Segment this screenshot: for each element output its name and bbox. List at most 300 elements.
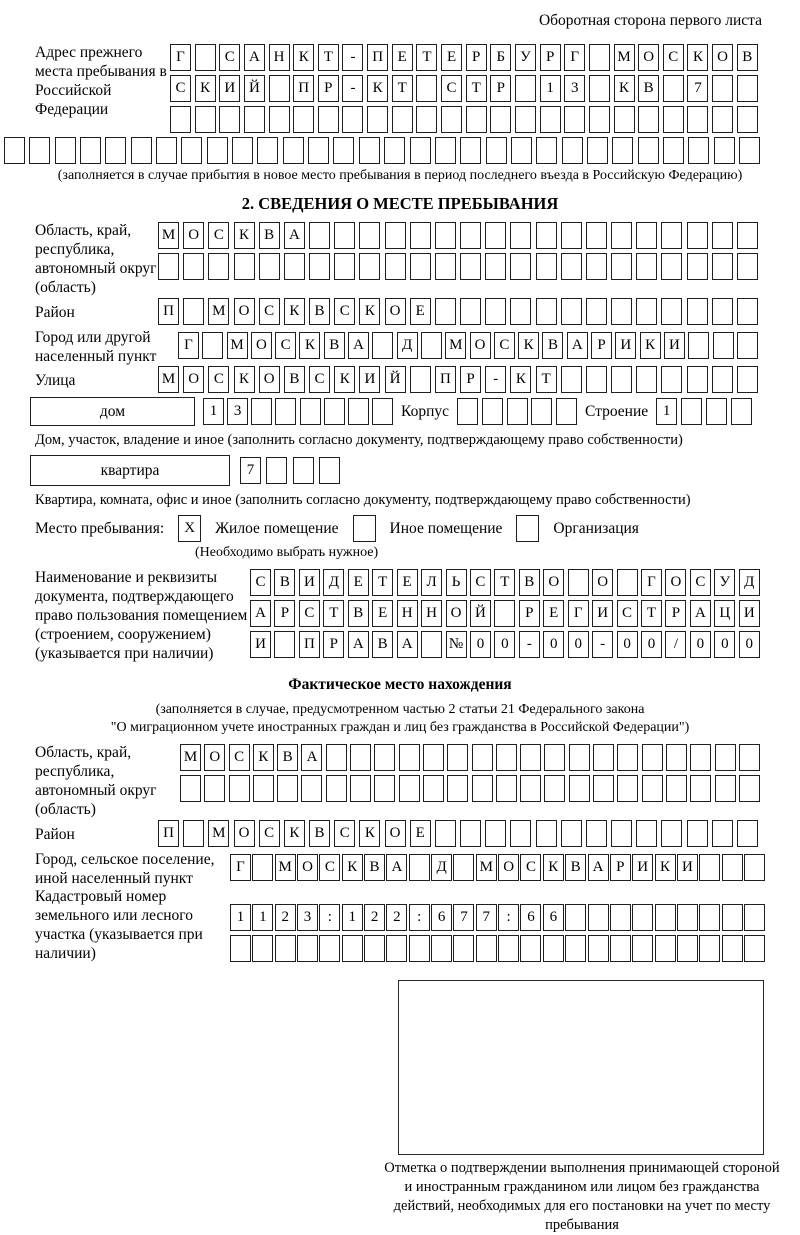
char-cell[interactable]: [333, 137, 354, 164]
char-cell[interactable]: К: [510, 366, 531, 393]
char-cell[interactable]: Е: [348, 569, 369, 596]
char-cell[interactable]: 2: [364, 904, 385, 931]
char-cell[interactable]: [666, 775, 687, 802]
char-cell[interactable]: В: [309, 298, 330, 325]
char-cell[interactable]: О: [498, 854, 519, 881]
char-cell[interactable]: [737, 366, 758, 393]
char-cell[interactable]: [372, 398, 393, 425]
char-cell[interactable]: [269, 106, 290, 133]
char-cell[interactable]: [617, 569, 638, 596]
char-cell[interactable]: А: [690, 600, 711, 627]
char-cell[interactable]: [712, 366, 733, 393]
char-cell[interactable]: Е: [392, 44, 413, 71]
char-cell[interactable]: И: [677, 854, 698, 881]
char-cell[interactable]: А: [250, 600, 271, 627]
char-cell[interactable]: А: [301, 744, 322, 771]
char-cell[interactable]: Р: [540, 44, 561, 71]
char-cell[interactable]: [259, 253, 280, 280]
char-cell[interactable]: С: [208, 222, 229, 249]
char-cell[interactable]: [744, 854, 765, 881]
checkbox-residential[interactable]: X: [178, 515, 201, 542]
char-cell[interactable]: [712, 75, 733, 102]
char-cell[interactable]: Р: [466, 44, 487, 71]
char-cell[interactable]: [219, 106, 240, 133]
char-cell[interactable]: [636, 222, 657, 249]
char-cell[interactable]: Р: [460, 366, 481, 393]
char-cell[interactable]: Г: [568, 600, 589, 627]
char-cell[interactable]: 1: [656, 398, 677, 425]
char-cell[interactable]: [610, 904, 631, 931]
char-cell[interactable]: Н: [269, 44, 290, 71]
char-cell[interactable]: [293, 106, 314, 133]
char-cell[interactable]: Г: [178, 332, 199, 359]
char-cell[interactable]: [4, 137, 25, 164]
char-cell[interactable]: О: [638, 44, 659, 71]
char-cell[interactable]: 2: [386, 904, 407, 931]
char-cell[interactable]: [712, 106, 733, 133]
char-cell[interactable]: [410, 222, 431, 249]
char-cell[interactable]: [636, 298, 657, 325]
char-cell[interactable]: /: [665, 631, 686, 658]
char-cell[interactable]: [520, 775, 541, 802]
char-cell[interactable]: 0: [714, 631, 735, 658]
char-cell[interactable]: П: [367, 44, 388, 71]
char-cell[interactable]: [308, 137, 329, 164]
char-cell[interactable]: С: [229, 744, 250, 771]
char-cell[interactable]: [712, 222, 733, 249]
char-cell[interactable]: [636, 366, 657, 393]
char-cell[interactable]: [536, 253, 557, 280]
char-cell[interactable]: В: [372, 631, 393, 658]
char-cell[interactable]: [722, 935, 743, 962]
char-cell[interactable]: [334, 222, 355, 249]
char-cell[interactable]: [586, 298, 607, 325]
char-cell[interactable]: [348, 398, 369, 425]
char-cell[interactable]: [556, 398, 577, 425]
char-cell[interactable]: [80, 137, 101, 164]
char-cell[interactable]: К: [543, 854, 564, 881]
char-cell[interactable]: [722, 904, 743, 931]
char-cell[interactable]: [568, 569, 589, 596]
char-cell[interactable]: [202, 332, 223, 359]
char-cell[interactable]: 1: [540, 75, 561, 102]
char-cell[interactable]: К: [640, 332, 661, 359]
char-cell[interactable]: 3: [564, 75, 585, 102]
char-cell[interactable]: 1: [203, 398, 224, 425]
char-cell[interactable]: А: [244, 44, 265, 71]
char-cell[interactable]: [435, 253, 456, 280]
char-cell[interactable]: [170, 106, 191, 133]
char-cell[interactable]: [565, 935, 586, 962]
char-cell[interactable]: Р: [591, 332, 612, 359]
char-cell[interactable]: В: [364, 854, 385, 881]
char-cell[interactable]: К: [234, 366, 255, 393]
char-cell[interactable]: Т: [466, 75, 487, 102]
char-cell[interactable]: К: [359, 820, 380, 847]
char-cell[interactable]: [731, 398, 752, 425]
char-cell[interactable]: [589, 44, 610, 71]
char-cell[interactable]: [447, 775, 468, 802]
char-cell[interactable]: [722, 854, 743, 881]
char-cell[interactable]: [536, 137, 557, 164]
char-cell[interactable]: [372, 332, 393, 359]
char-cell[interactable]: [611, 253, 632, 280]
char-cell[interactable]: С: [299, 600, 320, 627]
char-cell[interactable]: Е: [372, 600, 393, 627]
char-cell[interactable]: [472, 775, 493, 802]
char-cell[interactable]: [544, 775, 565, 802]
char-cell[interactable]: :: [319, 904, 340, 931]
char-cell[interactable]: [158, 253, 179, 280]
char-cell[interactable]: П: [158, 820, 179, 847]
char-cell[interactable]: И: [219, 75, 240, 102]
char-cell[interactable]: У: [515, 44, 536, 71]
char-cell[interactable]: [350, 744, 371, 771]
char-cell[interactable]: [632, 904, 653, 931]
char-cell[interactable]: 6: [543, 904, 564, 931]
char-cell[interactable]: [257, 137, 278, 164]
char-cell[interactable]: [181, 137, 202, 164]
char-cell[interactable]: А: [284, 222, 305, 249]
char-cell[interactable]: [520, 935, 541, 962]
char-cell[interactable]: О: [712, 44, 733, 71]
char-cell[interactable]: О: [234, 298, 255, 325]
char-cell[interactable]: С: [690, 569, 711, 596]
char-cell[interactable]: [131, 137, 152, 164]
char-cell[interactable]: [494, 600, 515, 627]
char-cell[interactable]: О: [183, 366, 204, 393]
char-cell[interactable]: У: [714, 569, 735, 596]
char-cell[interactable]: [399, 775, 420, 802]
char-cell[interactable]: [611, 366, 632, 393]
char-cell[interactable]: К: [655, 854, 676, 881]
char-cell[interactable]: [230, 935, 251, 962]
char-cell[interactable]: [269, 75, 290, 102]
char-cell[interactable]: [588, 904, 609, 931]
char-cell[interactable]: [431, 935, 452, 962]
char-cell[interactable]: [611, 820, 632, 847]
char-cell[interactable]: [460, 820, 481, 847]
char-cell[interactable]: [688, 137, 709, 164]
char-cell[interactable]: №: [446, 631, 467, 658]
char-cell[interactable]: С: [275, 332, 296, 359]
char-cell[interactable]: А: [567, 332, 588, 359]
char-cell[interactable]: [252, 854, 273, 881]
char-cell[interactable]: К: [342, 854, 363, 881]
char-cell[interactable]: Т: [494, 569, 515, 596]
char-cell[interactable]: [416, 106, 437, 133]
char-cell[interactable]: 7: [453, 904, 474, 931]
char-cell[interactable]: [661, 222, 682, 249]
char-cell[interactable]: Д: [431, 854, 452, 881]
char-cell[interactable]: [737, 253, 758, 280]
char-cell[interactable]: [561, 366, 582, 393]
char-cell[interactable]: К: [253, 744, 274, 771]
char-cell[interactable]: [441, 106, 462, 133]
char-cell[interactable]: [460, 253, 481, 280]
char-cell[interactable]: :: [498, 904, 519, 931]
char-cell[interactable]: [593, 744, 614, 771]
char-cell[interactable]: [677, 904, 698, 931]
char-cell[interactable]: [511, 137, 532, 164]
char-cell[interactable]: [359, 253, 380, 280]
char-cell[interactable]: [342, 935, 363, 962]
char-cell[interactable]: [195, 44, 216, 71]
char-cell[interactable]: [421, 631, 442, 658]
char-cell[interactable]: В: [542, 332, 563, 359]
char-cell[interactable]: М: [180, 744, 201, 771]
char-cell[interactable]: [232, 137, 253, 164]
char-cell[interactable]: [156, 137, 177, 164]
char-cell[interactable]: [536, 820, 557, 847]
char-cell[interactable]: Р: [323, 631, 344, 658]
char-cell[interactable]: В: [565, 854, 586, 881]
char-cell[interactable]: [410, 137, 431, 164]
char-cell[interactable]: А: [588, 854, 609, 881]
char-cell[interactable]: С: [334, 298, 355, 325]
char-cell[interactable]: [472, 744, 493, 771]
char-cell[interactable]: А: [386, 854, 407, 881]
char-cell[interactable]: М: [445, 332, 466, 359]
char-cell[interactable]: [663, 106, 684, 133]
char-cell[interactable]: [543, 935, 564, 962]
char-cell[interactable]: С: [170, 75, 191, 102]
char-cell[interactable]: [195, 106, 216, 133]
char-cell[interactable]: Л: [421, 569, 442, 596]
char-cell[interactable]: Й: [244, 75, 265, 102]
char-cell[interactable]: [510, 820, 531, 847]
char-cell[interactable]: [309, 253, 330, 280]
char-cell[interactable]: [105, 137, 126, 164]
char-cell[interactable]: [266, 457, 287, 484]
char-cell[interactable]: 1: [342, 904, 363, 931]
char-cell[interactable]: 0: [690, 631, 711, 658]
char-cell[interactable]: О: [385, 298, 406, 325]
char-cell[interactable]: М: [208, 820, 229, 847]
char-cell[interactable]: [699, 904, 720, 931]
char-cell[interactable]: 1: [252, 904, 273, 931]
char-cell[interactable]: [490, 106, 511, 133]
char-cell[interactable]: [460, 298, 481, 325]
char-cell[interactable]: И: [632, 854, 653, 881]
char-cell[interactable]: [663, 75, 684, 102]
char-cell[interactable]: [29, 137, 50, 164]
char-cell[interactable]: [300, 398, 321, 425]
char-cell[interactable]: [699, 854, 720, 881]
char-cell[interactable]: [507, 398, 528, 425]
char-cell[interactable]: К: [293, 44, 314, 71]
char-cell[interactable]: В: [309, 820, 330, 847]
char-cell[interactable]: Т: [372, 569, 393, 596]
char-cell[interactable]: Г: [230, 854, 251, 881]
char-cell[interactable]: Е: [441, 44, 462, 71]
char-cell[interactable]: [712, 298, 733, 325]
char-cell[interactable]: В: [324, 332, 345, 359]
char-cell[interactable]: 0: [617, 631, 638, 658]
char-cell[interactable]: Й: [385, 366, 406, 393]
char-cell[interactable]: К: [195, 75, 216, 102]
char-cell[interactable]: [564, 106, 585, 133]
char-cell[interactable]: [55, 137, 76, 164]
char-cell[interactable]: К: [614, 75, 635, 102]
char-cell[interactable]: [655, 904, 676, 931]
char-cell[interactable]: [460, 222, 481, 249]
char-cell[interactable]: Д: [739, 569, 760, 596]
char-cell[interactable]: О: [470, 332, 491, 359]
char-cell[interactable]: [510, 222, 531, 249]
char-cell[interactable]: С: [520, 854, 541, 881]
char-cell[interactable]: [715, 775, 736, 802]
char-cell[interactable]: К: [334, 366, 355, 393]
char-cell[interactable]: О: [251, 332, 272, 359]
char-cell[interactable]: 0: [568, 631, 589, 658]
char-cell[interactable]: [374, 744, 395, 771]
char-cell[interactable]: [399, 744, 420, 771]
char-cell[interactable]: Т: [641, 600, 662, 627]
char-cell[interactable]: О: [385, 820, 406, 847]
char-cell[interactable]: [326, 744, 347, 771]
char-cell[interactable]: [229, 775, 250, 802]
char-cell[interactable]: [498, 935, 519, 962]
char-cell[interactable]: [384, 137, 405, 164]
char-cell[interactable]: С: [309, 366, 330, 393]
char-cell[interactable]: [319, 457, 340, 484]
char-cell[interactable]: [636, 253, 657, 280]
char-cell[interactable]: -: [342, 75, 363, 102]
char-cell[interactable]: [318, 106, 339, 133]
char-cell[interactable]: С: [259, 298, 280, 325]
char-cell[interactable]: В: [737, 44, 758, 71]
char-cell[interactable]: [466, 106, 487, 133]
char-cell[interactable]: И: [592, 600, 613, 627]
char-cell[interactable]: В: [638, 75, 659, 102]
char-cell[interactable]: К: [518, 332, 539, 359]
char-cell[interactable]: [251, 398, 272, 425]
char-cell[interactable]: [715, 744, 736, 771]
char-cell[interactable]: В: [348, 600, 369, 627]
char-cell[interactable]: [435, 137, 456, 164]
char-cell[interactable]: И: [359, 366, 380, 393]
char-cell[interactable]: [681, 398, 702, 425]
char-cell[interactable]: Р: [610, 854, 631, 881]
char-cell[interactable]: [617, 775, 638, 802]
char-cell[interactable]: [713, 332, 734, 359]
char-cell[interactable]: [326, 775, 347, 802]
char-cell[interactable]: [611, 222, 632, 249]
char-cell[interactable]: [253, 775, 274, 802]
char-cell[interactable]: [510, 253, 531, 280]
char-cell[interactable]: О: [297, 854, 318, 881]
char-cell[interactable]: [385, 253, 406, 280]
char-cell[interactable]: 7: [687, 75, 708, 102]
char-cell[interactable]: [350, 775, 371, 802]
char-cell[interactable]: [589, 106, 610, 133]
char-cell[interactable]: [561, 253, 582, 280]
char-cell[interactable]: П: [299, 631, 320, 658]
char-cell[interactable]: К: [687, 44, 708, 71]
char-cell[interactable]: [410, 253, 431, 280]
char-cell[interactable]: [636, 820, 657, 847]
char-cell[interactable]: [737, 820, 758, 847]
char-cell[interactable]: [687, 106, 708, 133]
char-cell[interactable]: [712, 820, 733, 847]
char-cell[interactable]: О: [183, 222, 204, 249]
char-cell[interactable]: Ь: [446, 569, 467, 596]
char-cell[interactable]: [476, 935, 497, 962]
char-cell[interactable]: А: [348, 332, 369, 359]
char-cell[interactable]: [661, 366, 682, 393]
char-cell[interactable]: К: [367, 75, 388, 102]
char-cell[interactable]: 1: [230, 904, 251, 931]
char-cell[interactable]: [712, 253, 733, 280]
char-cell[interactable]: -: [592, 631, 613, 658]
char-cell[interactable]: О: [446, 600, 467, 627]
char-cell[interactable]: [540, 106, 561, 133]
char-cell[interactable]: [610, 935, 631, 962]
char-cell[interactable]: [485, 253, 506, 280]
char-cell[interactable]: [234, 253, 255, 280]
char-cell[interactable]: [561, 820, 582, 847]
char-cell[interactable]: [359, 222, 380, 249]
char-cell[interactable]: [309, 222, 330, 249]
char-cell[interactable]: [661, 820, 682, 847]
char-cell[interactable]: Т: [318, 44, 339, 71]
char-cell[interactable]: [183, 820, 204, 847]
char-cell[interactable]: И: [739, 600, 760, 627]
char-cell[interactable]: [586, 366, 607, 393]
char-cell[interactable]: [460, 137, 481, 164]
char-cell[interactable]: [515, 106, 536, 133]
char-cell[interactable]: Е: [543, 600, 564, 627]
checkbox-organization[interactable]: [516, 515, 539, 542]
char-cell[interactable]: [666, 744, 687, 771]
char-cell[interactable]: И: [250, 631, 271, 658]
char-cell[interactable]: Н: [421, 600, 442, 627]
char-cell[interactable]: [739, 775, 760, 802]
char-cell[interactable]: Е: [397, 569, 418, 596]
char-cell[interactable]: [275, 398, 296, 425]
char-cell[interactable]: [612, 137, 633, 164]
char-cell[interactable]: [485, 222, 506, 249]
char-cell[interactable]: [496, 744, 517, 771]
char-cell[interactable]: [416, 75, 437, 102]
char-cell[interactable]: А: [348, 631, 369, 658]
char-cell[interactable]: [632, 935, 653, 962]
char-cell[interactable]: 7: [240, 457, 261, 484]
char-cell[interactable]: -: [485, 366, 506, 393]
char-cell[interactable]: [447, 744, 468, 771]
char-cell[interactable]: А: [397, 631, 418, 658]
char-cell[interactable]: Т: [416, 44, 437, 71]
char-cell[interactable]: П: [435, 366, 456, 393]
char-cell[interactable]: [297, 935, 318, 962]
char-cell[interactable]: [453, 854, 474, 881]
char-cell[interactable]: [706, 398, 727, 425]
char-cell[interactable]: [324, 398, 345, 425]
char-cell[interactable]: Е: [410, 298, 431, 325]
char-cell[interactable]: [301, 775, 322, 802]
char-cell[interactable]: [423, 744, 444, 771]
char-cell[interactable]: Т: [536, 366, 557, 393]
char-cell[interactable]: [561, 222, 582, 249]
char-cell[interactable]: [642, 775, 663, 802]
char-cell[interactable]: [485, 298, 506, 325]
char-cell[interactable]: 3: [227, 398, 248, 425]
char-cell[interactable]: [359, 137, 380, 164]
char-cell[interactable]: 6: [431, 904, 452, 931]
char-cell[interactable]: [690, 775, 711, 802]
char-cell[interactable]: [687, 820, 708, 847]
